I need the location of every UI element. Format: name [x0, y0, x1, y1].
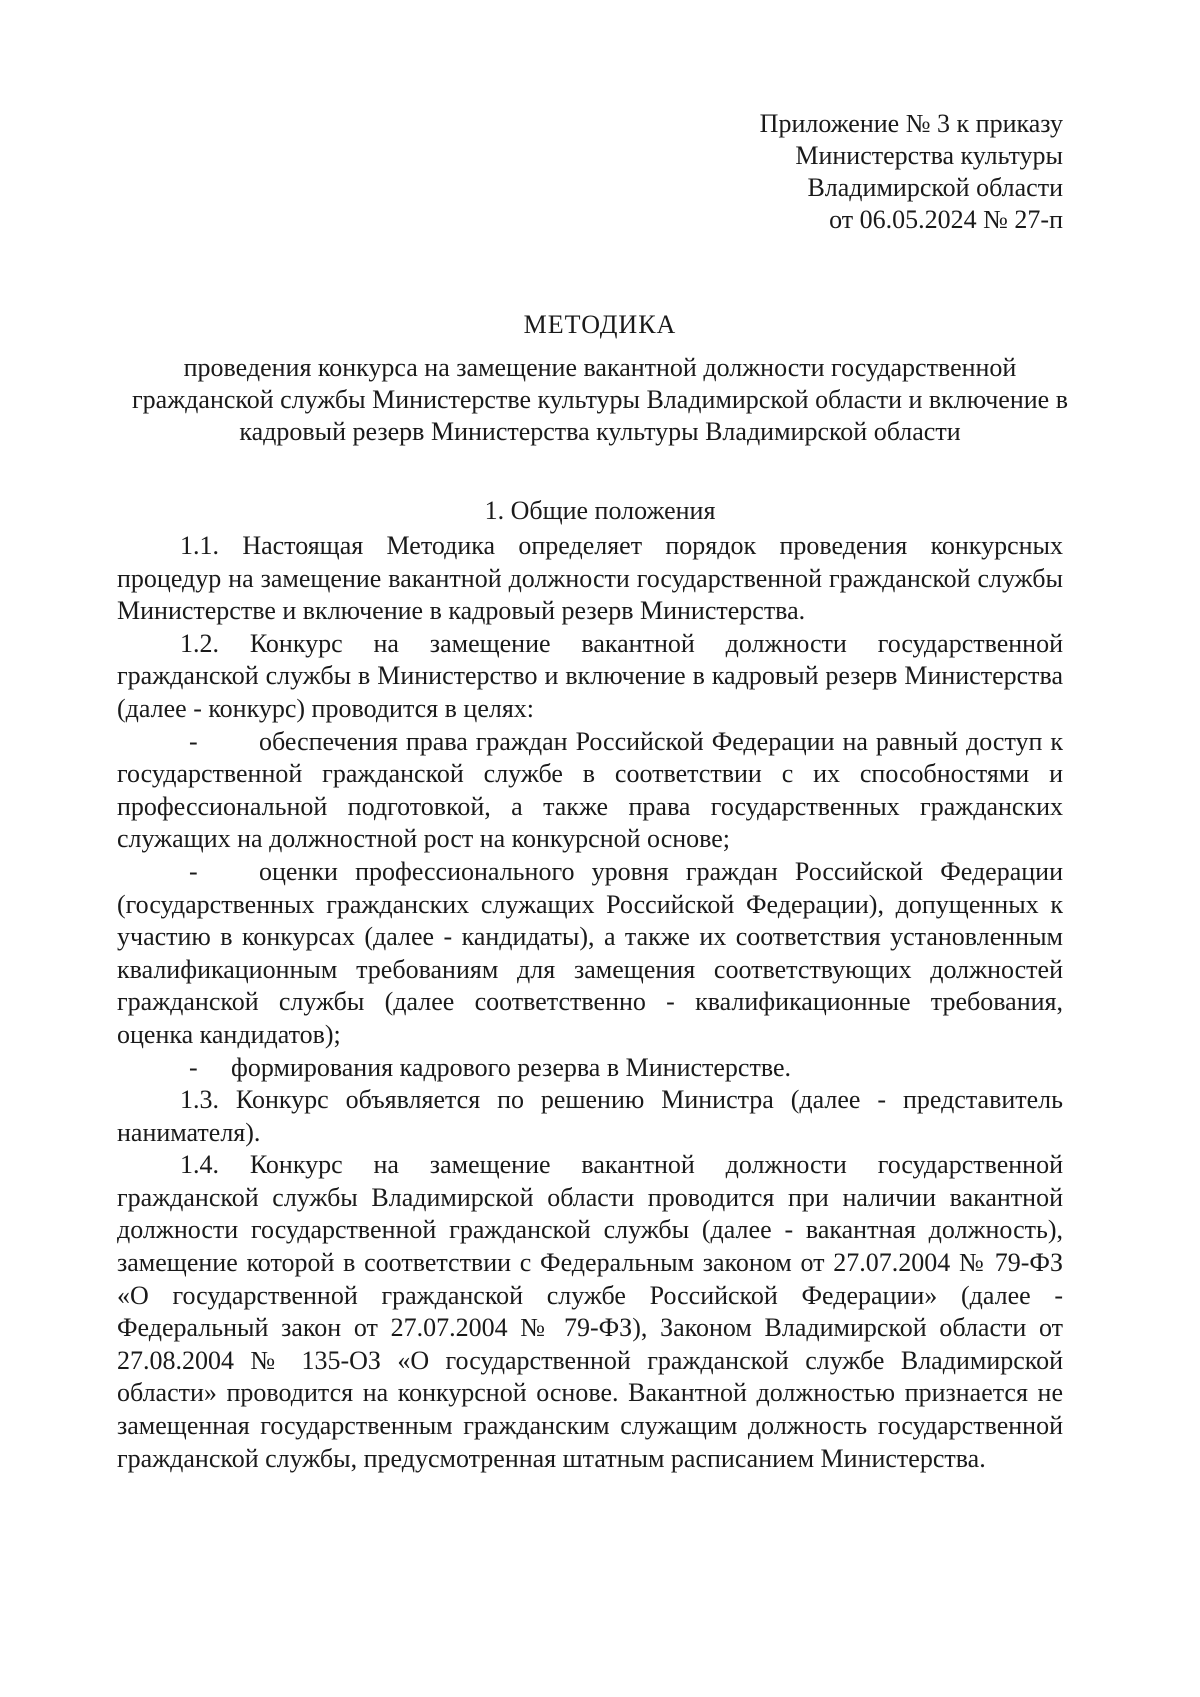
bullet-item: [117, 726, 1063, 856]
paragraph-1-1: 1.1. Настоящая Методика определяет порядок проведения конкурсных процедур на замещение вакантной должности государственной гражданской службы Министерстве и включение в кадровый резерв Министерства.: [117, 531, 1063, 626]
paragraph-1-3: 1.3. Конкурс объявляется по решению Министра (далее - представитель нанимателя).: [117, 1085, 1063, 1147]
bullet-dash: -: [189, 856, 198, 886]
bullet-item: [117, 1052, 1063, 1085]
appendix-line-4: от 06.05.2024 № 27-п: [829, 205, 1063, 234]
bullet-dash: -: [189, 726, 198, 756]
section-heading: 1. Общие положения: [484, 496, 716, 525]
section-body: [117, 530, 1063, 1475]
appendix-line-3: Владимирской области: [807, 173, 1063, 202]
appendix-reference: [760, 108, 1063, 236]
appendix-line-2: Министерства культуры: [795, 141, 1063, 170]
bullet-text: оценки профессионального уровня граждан Российской Федерации (государственных гражданских служащих Российской Федерации), допущенных к участию в конкурсах (далее - кандидаты), а также их соответствия установленным квалификационным требованиям для замещения соответствующих должностей гражданской службы (далее соответственно - квалификационные требования, оценка кандидатов);: [117, 856, 1063, 1049]
document-title: МЕТОДИКА: [523, 310, 677, 339]
paragraph-1-4: 1.4. Конкурс на замещение вакантной должности государственной гражданской службы Владимирской области проводится при наличии вакантной должности государственной гражданской службы (далее - вакантная должность), замещение которой в соответствии с Федеральным законом от 27.07.2004 № 79-ФЗ «О государственной гражданской службе Российской Федерации» (далее - Федеральный закон от 27.07.2004 № 79-ФЗ), Законом Владимирской области от 27.08.2004 № 135-ОЗ «О государственной гражданской службе Владимирской области» проводится на конкурсной основе. Вакантной должностью признается не замещенная государственным гражданским служащим должность государственной гражданской службы, предусмотренная штатным расписанием Министерства.: [117, 1150, 1063, 1473]
bullet-text: обеспечения права граждан Российской Федерации на равный доступ к государственной гражданской службе в соответствии с их способностями и профессиональной подготовкой, а также права государственных гражданских служащих на должностной рост на конкурсной основе;: [117, 726, 1063, 854]
paragraph-1-2: 1.2. Конкурс на замещение вакантной должности государственной гражданской службы в Министерство и включение в кадровый резерв Министерства (далее - конкурс) проводится в целях:: [117, 628, 1063, 723]
bullet-item: [117, 856, 1063, 1052]
bullet-dash: -: [189, 1052, 198, 1082]
bullet-text: формирования кадрового резерва в Министерстве.: [231, 1052, 791, 1082]
document-subtitle: проведения конкурса на замещение вакантной должности государственной гражданской службы Министерстве культуры Владимирской области и включение в кадровый резерв Министерства культуры Владимирской области: [132, 353, 1068, 446]
appendix-line-1: Приложение № 3 к приказу: [759, 109, 1063, 138]
